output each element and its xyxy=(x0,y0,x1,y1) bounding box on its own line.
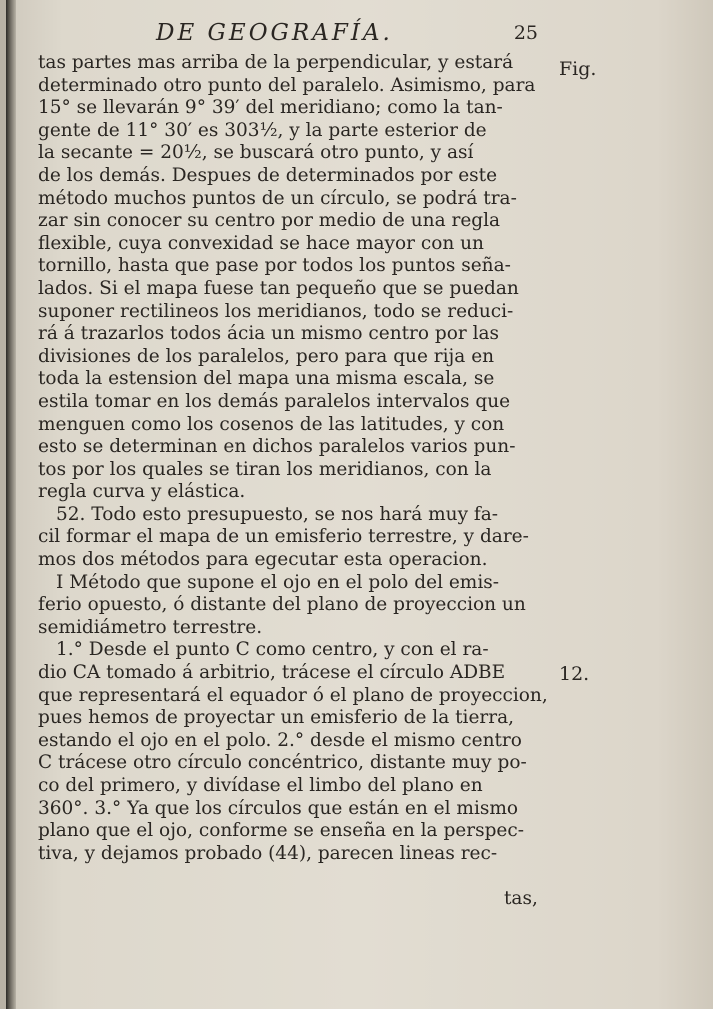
text-line: divisiones de los paralelos, pero para que rija en xyxy=(38,345,495,367)
text-line: pues hemos de proyectar un emisferio de la tierra, xyxy=(38,707,515,729)
margin-fig-label: Fig. xyxy=(559,58,597,80)
text-line: 15° se llevarán 9° 39′ del meridiano; como la tan- xyxy=(38,97,503,119)
body-text xyxy=(38,52,548,865)
text-line: lados. Si el mapa fuese tan pequeño que se puedan xyxy=(38,277,519,299)
text-line: estando el ojo en el polo. 2.° desde el mismo centro xyxy=(38,729,522,751)
text-line: gente de 11° 30′ es 303½, y la parte esterior de xyxy=(38,119,487,141)
text-line: co del primero, y divídase el limbo del plano en xyxy=(38,775,483,796)
catchword: tas, xyxy=(504,888,538,909)
running-head xyxy=(156,20,546,50)
text-line: regla curva y elástica. xyxy=(38,481,246,503)
text-line: toda la estension del mapa una misma escala, se xyxy=(38,368,495,390)
text-line: dio CA tomado á arbitrio, trácese el círculo ADBE xyxy=(38,662,506,684)
text-line: menguen como los cosenos de las latitudes, y con xyxy=(38,413,505,435)
text-line: la secante = 20½, se buscará otro punto, y así xyxy=(38,142,474,164)
text-line: método muchos puntos de un círculo, se podrá tra- xyxy=(38,187,517,209)
text-line: 52. Todo esto presupuesto, se nos hará muy fa- xyxy=(56,503,499,525)
text-line: plano que el ojo, conforme se enseña en la perspec- xyxy=(38,820,524,842)
text-line: que representará el equador ó el plano de proyeccion, xyxy=(38,684,548,706)
page-number: 25 xyxy=(513,22,538,44)
text-line: tas partes mas arriba de la perpendicular, y estará xyxy=(38,52,514,73)
text-line: suponer rectilineos los meridianos, todo se reduci- xyxy=(38,300,514,322)
running-head-title: DE GEOGRAFÍA. xyxy=(156,20,393,46)
text-line: ferio opuesto, ó distante del plano de proyeccion un xyxy=(38,594,526,616)
text-line: de los demás. Despues de determinados por este xyxy=(38,164,498,186)
text-line: flexible, cuya convexidad se hace mayor con un xyxy=(38,232,484,254)
text-line: determinado otro punto del paralelo. Asimismo, para xyxy=(38,74,536,96)
text-line: semidiámetro terrestre. xyxy=(38,616,263,638)
text-line: 360°. 3.° Ya que los círculos que están en el mismo xyxy=(38,797,519,819)
text-line: 1.° Desde el punto C como centro, y con el ra- xyxy=(56,639,489,661)
text-line: C trácese otro círculo concéntrico, distante muy po- xyxy=(38,752,527,774)
text-line: tiva, y dejamos probado (44), parecen lineas rec- xyxy=(38,842,498,864)
text-line: tos por los quales se tiran los meridianos, con la xyxy=(38,458,492,480)
text-line: estila tomar en los demás paralelos intervalos que xyxy=(38,390,511,412)
text-line: rá á trazarlos todos ácia un mismo centro por las xyxy=(38,323,500,345)
text-line: I Método que supone el ojo en el polo del emis- xyxy=(56,571,500,593)
text-line: cil formar el mapa de un emisferio terrestre, y dare- xyxy=(38,526,529,548)
book-page xyxy=(6,0,713,1009)
text-line: tornillo, hasta que pase por todos los puntos seña- xyxy=(38,255,511,277)
margin-figure-number: 12. xyxy=(559,663,590,685)
page-binding-edge xyxy=(6,0,16,1009)
text-line: mos dos métodos para egecutar esta operacion. xyxy=(38,549,488,571)
text-line: esto se determinan en dichos paralelos varios pun- xyxy=(38,436,516,458)
text-line: zar sin conocer su centro por medio de una regla xyxy=(38,210,501,232)
